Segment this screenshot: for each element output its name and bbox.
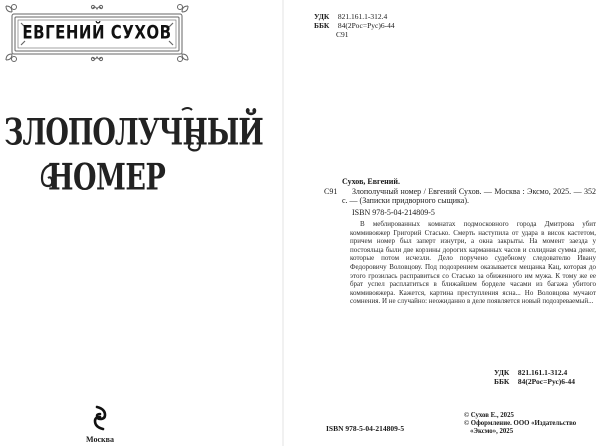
udk-value-bottom: 821.161.1-312.4 — [517, 368, 568, 377]
bbk-value-bottom: 84(2Рос=Рус)6-44 — [517, 377, 576, 386]
catalog-code: С91 — [324, 186, 338, 196]
copyright-line-1: © Сухов Е., 2025 — [464, 412, 514, 419]
udk-label: УДК — [314, 12, 330, 21]
copyright-block — [464, 412, 576, 436]
bbk-row-bottom — [494, 377, 575, 386]
bbk-value: 84(2Рос=Рус)6-44 — [337, 21, 395, 30]
udk-value: 821.161.1-312.4 — [337, 12, 388, 21]
catalog-isbn: ISBN 978-5-04-214809-5 — [352, 207, 435, 217]
catalog-author: Сухов, Евгений. — [342, 177, 400, 186]
catalog-codes-bottom — [494, 368, 575, 386]
author-name: ЕВГЕНИЙ СУХОВ — [22, 20, 172, 44]
right-page — [284, 0, 600, 446]
catalog-description: Злополучный номер / Евгений Сухов. — Москва : Эксмо, 2025. — 352 с. — (Записки придворного сыщика). — [342, 186, 596, 205]
bbk-label-bottom: ББК — [494, 377, 510, 386]
udk-row — [314, 12, 395, 21]
author-frame — [2, 2, 192, 62]
copyright-line-2: © Оформление. ООО «Издательство — [464, 420, 577, 427]
annotation-text: В меблированных комнатах подмосковного города Дмитрова убит коммивояжер Григорий Стасько. Смерть наступила от удара в висок кастетом, причем номер был заперт изнутри, а окна закрыты. На момент заезда у постояльца были две корзины дорогих карманных часов и солидная сумма денег, которые потом исчезли. Дело поручено судебному следователю Ивану Федоровичу Воловцову. Под подозрением оказывается мещанка Кац, которая до этого грозилась расправиться со Стасько за обиженного им мужа. К тому же ее брат успел расплатиться в ближайшем борделе часами из багажа убитого коммивояжера. Кажется, картина преступления ясна... Но Воловцова мучают сомнения. И не случайно: неожиданно в деле появляется новый подозреваемый... — [350, 220, 596, 306]
udk-label-bottom: УДК — [494, 368, 510, 377]
title-line-1: ЗЛОПОЛУЧНЫЙ — [4, 112, 263, 154]
bbk-row — [314, 21, 395, 30]
copyright-line-3: «Эксмо», 2025 — [470, 428, 514, 435]
title-flourish-icon — [172, 106, 206, 156]
title-line-2: НОМЕР — [48, 157, 166, 199]
eksmo-swirl-icon — [93, 405, 107, 431]
catalog-card — [284, 177, 596, 306]
title-flourish-left-icon — [38, 160, 60, 190]
classification-codes — [314, 12, 395, 39]
author-mark: С91 — [336, 30, 349, 39]
bbk-label: ББК — [314, 21, 330, 30]
catalog-entry — [284, 187, 596, 206]
publisher-block — [70, 405, 130, 444]
udk-row-bottom — [494, 368, 575, 377]
book-title — [4, 112, 263, 199]
left-page — [0, 0, 282, 446]
isbn-bottom: ISBN 978-5-04-214809-5 — [326, 424, 405, 433]
publisher-city: Москва — [86, 435, 114, 444]
